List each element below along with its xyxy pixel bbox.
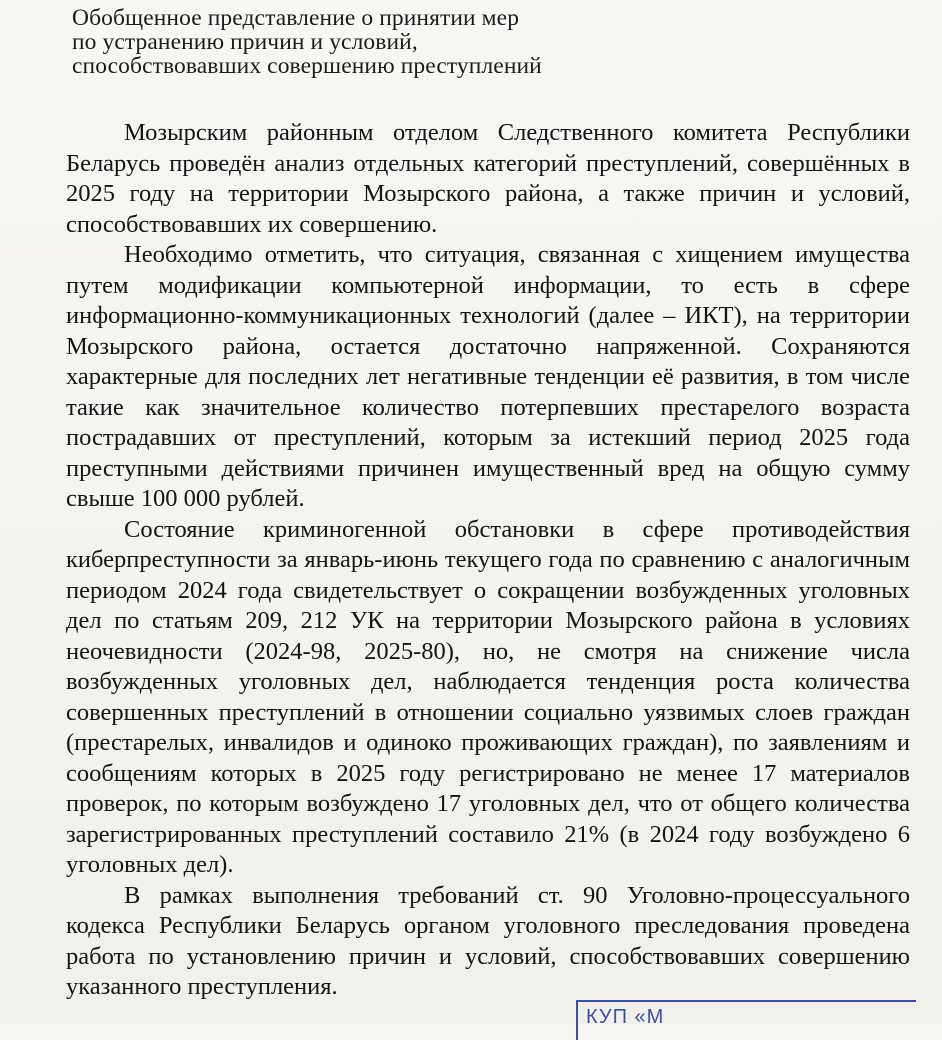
paragraph-4: В рамках выполнения требований ст. 90 Уголовно-процессуального кодекса Республики Беларусь органом уголовного преследования проведена работа по установлению причин и условий, способствовавших совершению указанного преступления. — [66, 881, 910, 1000]
document-body — [66, 118, 910, 1003]
paragraph-1: Мозырским районным отделом Следственного комитета Республики Беларусь проведён анализ отдельных категорий преступлений, совершённых в 2025 году на территории Мозырского района, а также причин и условий, способствовавших их совершению. — [66, 119, 910, 238]
stamp-text: КУП «М — [586, 1006, 665, 1028]
heading-line-1: Обобщенное представление о принятии мер — [72, 5, 520, 31]
paragraph-2: Необходимо отметить, что ситуация, связанная с хищением имущества путем модификации компьютерной информации, то есть в сфере информационно-коммуникационных технологий (далее – ИКТ), на территории Мозырского района, остается достаточно напряженной. Сохраняются характерные для последних лет негативные тенденции её развития, в том числе такие как значительное количество потерпевших престарелого возраста пострадавших от преступлений, которым за истекший период 2025 года преступными действиями причинен имущественный вред на общую сумму свыше 100 000 рублей. — [66, 241, 910, 512]
paragraph-3: Состояние криминогенной обстановки в сфере противодействия киберпреступности за январь-июнь текущего года по сравнению с аналогичным периодом 2024 года свидетельствует о сокращении возбужденных уголовных дел по статьям 209, 212 УК на территории Мозырского района в условиях неочевидности (2024-98, 2025-80), но, не смотря на снижение числа возбужденных уголовных дел, наблюдается тенденция роста количества совершенных преступлений в отношении социально уязвимых слоев граждан (престарелых, инвалидов и одиноко проживающих граждан), по заявлениям и сообщениям которых в 2025 году регистрировано не менее 17 материалов проверок, по которым возбуждено 17 уголовных дел, что от общего количества зарегистрированных преступлений составило 21% (в 2024 году возбуждено 6 уголовных дел). — [66, 515, 910, 878]
document-heading — [72, 6, 542, 78]
registration-stamp — [576, 1000, 916, 1040]
heading-line-2: по устранению причин и условий, — [72, 29, 418, 55]
heading-line-3: способствовавших совершению преступлений — [72, 53, 542, 79]
